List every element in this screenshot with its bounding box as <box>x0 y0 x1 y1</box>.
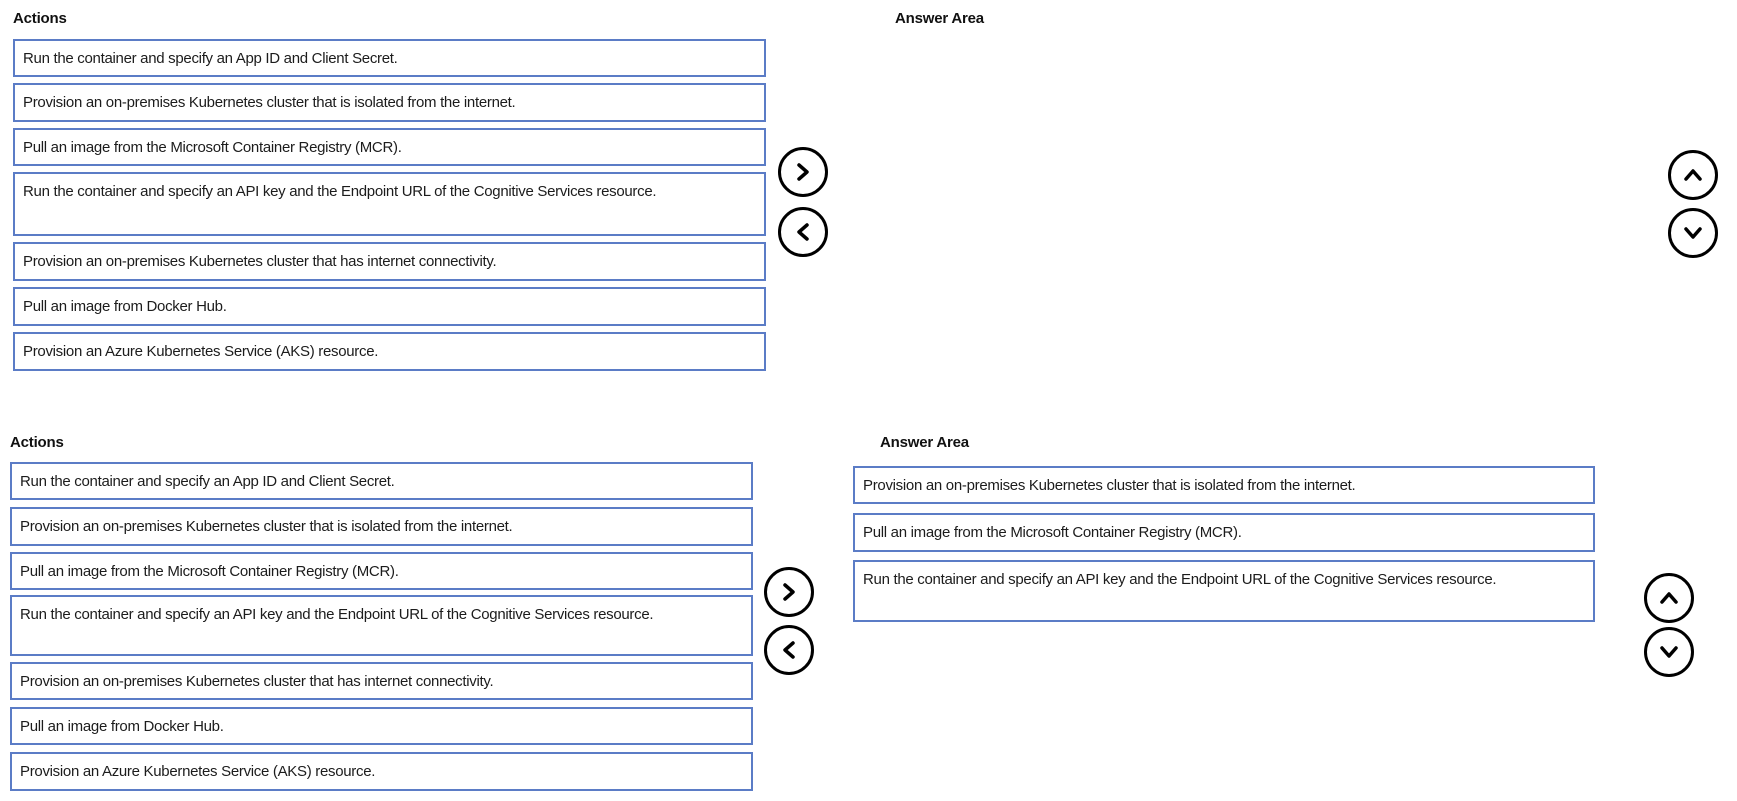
action-item[interactable]: Run the container and specify an App ID and Client Secret. <box>13 39 766 77</box>
chevron-left-icon <box>776 637 802 663</box>
chevron-left-icon <box>790 219 816 245</box>
answer-item[interactable]: Run the container and specify an API key and the Endpoint URL of the Cognitive Services resource. <box>853 560 1595 622</box>
action-item[interactable]: Provision an on-premises Kubernetes cluster that has internet connectivity. <box>13 242 766 281</box>
answer-item[interactable]: Provision an on-premises Kubernetes cluster that is isolated from the internet. <box>853 466 1595 504</box>
move-left-button[interactable] <box>778 207 828 257</box>
move-left-button[interactable] <box>764 625 814 675</box>
chevron-right-icon <box>776 579 802 605</box>
chevron-up-icon <box>1656 585 1682 611</box>
actions-heading: Actions <box>13 10 67 27</box>
answer-item[interactable]: Pull an image from the Microsoft Container Registry (MCR). <box>853 513 1595 552</box>
action-item[interactable]: Provision an on-premises Kubernetes cluster that is isolated from the internet. <box>13 83 766 122</box>
action-item[interactable]: Pull an image from the Microsoft Container Registry (MCR). <box>13 128 766 166</box>
answer-area-heading: Answer Area <box>880 434 969 451</box>
action-item[interactable]: Provision an Azure Kubernetes Service (AKS) resource. <box>10 752 753 791</box>
chevron-down-icon <box>1680 220 1706 246</box>
move-down-button[interactable] <box>1668 208 1718 258</box>
move-down-button[interactable] <box>1644 627 1694 677</box>
action-item[interactable]: Pull an image from Docker Hub. <box>13 287 766 326</box>
chevron-up-icon <box>1680 162 1706 188</box>
chevron-right-icon <box>790 159 816 185</box>
action-item[interactable]: Pull an image from the Microsoft Container Registry (MCR). <box>10 552 753 590</box>
answer-area-heading: Answer Area <box>895 10 984 27</box>
action-item[interactable]: Run the container and specify an App ID and Client Secret. <box>10 462 753 500</box>
action-item[interactable]: Pull an image from Docker Hub. <box>10 707 753 745</box>
action-item[interactable]: Provision an on-premises Kubernetes cluster that is isolated from the internet. <box>10 507 753 546</box>
answer-list <box>880 39 1600 369</box>
move-right-button[interactable] <box>764 567 814 617</box>
move-right-button[interactable] <box>778 147 828 197</box>
action-item[interactable]: Run the container and specify an API key and the Endpoint URL of the Cognitive Services resource. <box>10 595 753 656</box>
actions-heading: Actions <box>10 434 64 451</box>
move-up-button[interactable] <box>1668 150 1718 200</box>
action-item[interactable]: Provision an Azure Kubernetes Service (AKS) resource. <box>13 332 766 371</box>
action-item[interactable]: Run the container and specify an API key and the Endpoint URL of the Cognitive Services resource. <box>13 172 766 236</box>
move-up-button[interactable] <box>1644 573 1694 623</box>
action-item[interactable]: Provision an on-premises Kubernetes cluster that has internet connectivity. <box>10 662 753 700</box>
chevron-down-icon <box>1656 639 1682 665</box>
